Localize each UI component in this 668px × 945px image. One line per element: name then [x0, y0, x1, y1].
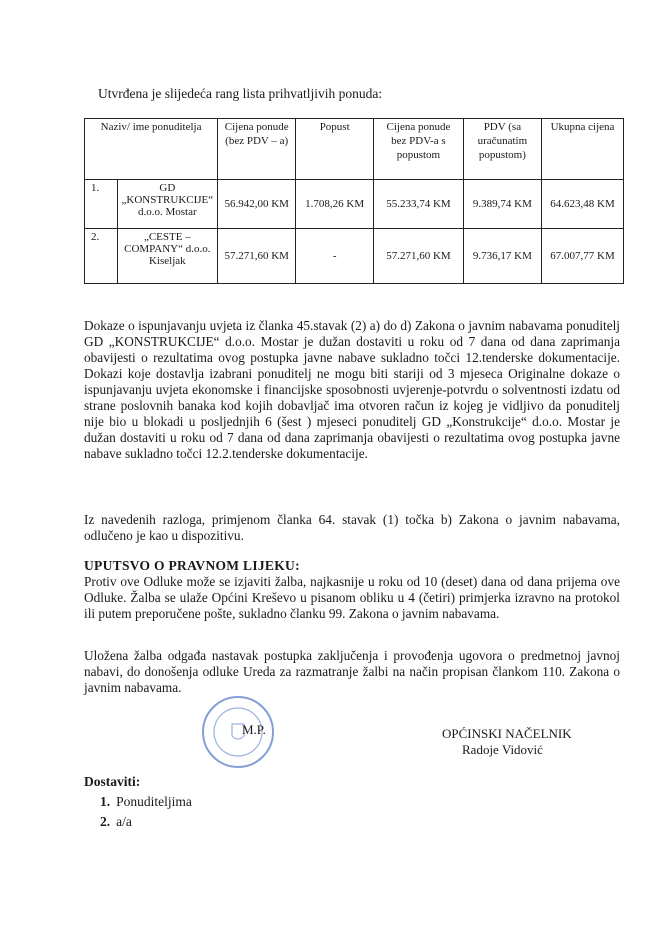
table-header-row — [85, 119, 624, 180]
price-cell: 56.942,00 KM — [218, 180, 296, 229]
header-discount: Popust — [296, 119, 374, 180]
list-label: a/a — [116, 814, 132, 829]
vat-cell: 9.736,17 KM — [463, 229, 541, 284]
table-row — [85, 180, 624, 229]
row-number: 2. — [85, 229, 118, 284]
header-price: Cijena ponude (bez PDV – a) — [218, 119, 296, 180]
discount-cell: - — [296, 229, 374, 284]
header-bidder: Naziv/ ime ponuditelja — [85, 119, 218, 180]
signatory-title: OPĆINSKI NAČELNIK — [442, 726, 572, 741]
list-item — [100, 792, 192, 812]
reasoning-paragraph: Iz navedenih razloga, primjenom članka 64. stavak (1) točka b) Zakona o javnim nabavama, odlučeno je kao u dispozitivu. — [84, 512, 620, 543]
legal-remedy-heading: UPUTSVO O PRAVNOM LIJEKU: — [84, 558, 300, 573]
stamp-label: M.P. — [242, 722, 266, 737]
bidder-name: „CESTE – COMPANY“ d.o.o. Kiseljak — [117, 229, 218, 284]
price-cell: 57.271,60 KM — [218, 229, 296, 284]
intro-text: Utvrđena je slijedeća rang lista prihvatljivih ponuda: — [98, 86, 383, 101]
vat-cell: 9.389,74 KM — [463, 180, 541, 229]
evidence-paragraph: Dokaze o ispunjavanju uvjeta iz članka 45.stavak (2) a) do d) Zakona o javnim nabavama ponuditelj GD „KONSTRUKCIJE“ d.o.o. Mostar je dužan dostaviti u roku od 7 dana od dana zaprimanja obavijesti o rezultatima ovog postupka javne nabave sukladno točci 12.tenderske dokumentacije. Dokazi koje dostavlja izabrani ponuditelj ne mogu biti stariji od 3 mjeseca Originalne dokaze o ispunjavanju uvjeta ekonomske i financijske sposobnosti uvjerenje-potvrdu o solventnosti izdatu od strane poslovnih banaka kod kojih dobavljač ima otvoren račun iz kojeg je vidljivo da ponuditelj nije bio u blokadi u posljednjih 6 (šest ) mjeseci ponuditelj GD „Konstrukcije“ d.o.o. Mostar je dužan dostaviti u roku od 7 dana od dana zaprimanja obavijesti o rezultatima ovog postupka javne nabave sukladno točci 12.2.tenderske dokumentacije. — [84, 318, 620, 461]
price-discount-cell: 55.233,74 KM — [374, 180, 464, 229]
recipient-list — [100, 792, 192, 832]
price-discount-cell: 57.271,60 KM — [374, 229, 464, 284]
list-number: 2. — [100, 814, 111, 829]
appeal-paragraph: Protiv ove Odluke može se izjaviti žalba, najkasnije u roku od 10 (deset) dana od dana prijema ove Odluke. Žalba se ulaže Općini Kreševo u pisanom obliku u 4 (četiri) primjerka izravno na protokol ili putem preporučene pošte, sukladno članku 99. Zakona o javnim nabavama. — [84, 574, 620, 621]
ranking-table — [84, 118, 624, 284]
list-label: Ponuditeljima — [116, 794, 192, 809]
list-number: 1. — [100, 794, 111, 809]
total-cell: 64.623,48 KM — [542, 180, 624, 229]
appeal-effect-paragraph: Uložena žalba odgađa nastavak postupka zaključenja i provođenja ugovora o predmetnoj javnoj nabavi, do donošenja odluke Ureda za razmatranje žalbi na način propisan člankom 110. Zakona o javnim nabavama. — [84, 648, 620, 695]
discount-cell: 1.708,26 KM — [296, 180, 374, 229]
signatory-name: Radoje Vidović — [462, 742, 543, 757]
delivery-label: Dostaviti: — [84, 774, 141, 789]
total-cell: 67.007,77 KM — [542, 229, 624, 284]
header-price-discount: Cijena ponude bez PDV-a s popustom — [374, 119, 464, 180]
row-number: 1. — [85, 180, 118, 229]
header-vat: PDV (sa uračunatim popustom) — [463, 119, 541, 180]
list-item — [100, 812, 192, 832]
bidder-name: GD „KONSTRUKCIJE“ d.o.o. Mostar — [117, 180, 218, 229]
header-total: Ukupna cijena — [542, 119, 624, 180]
table-row — [85, 229, 624, 284]
